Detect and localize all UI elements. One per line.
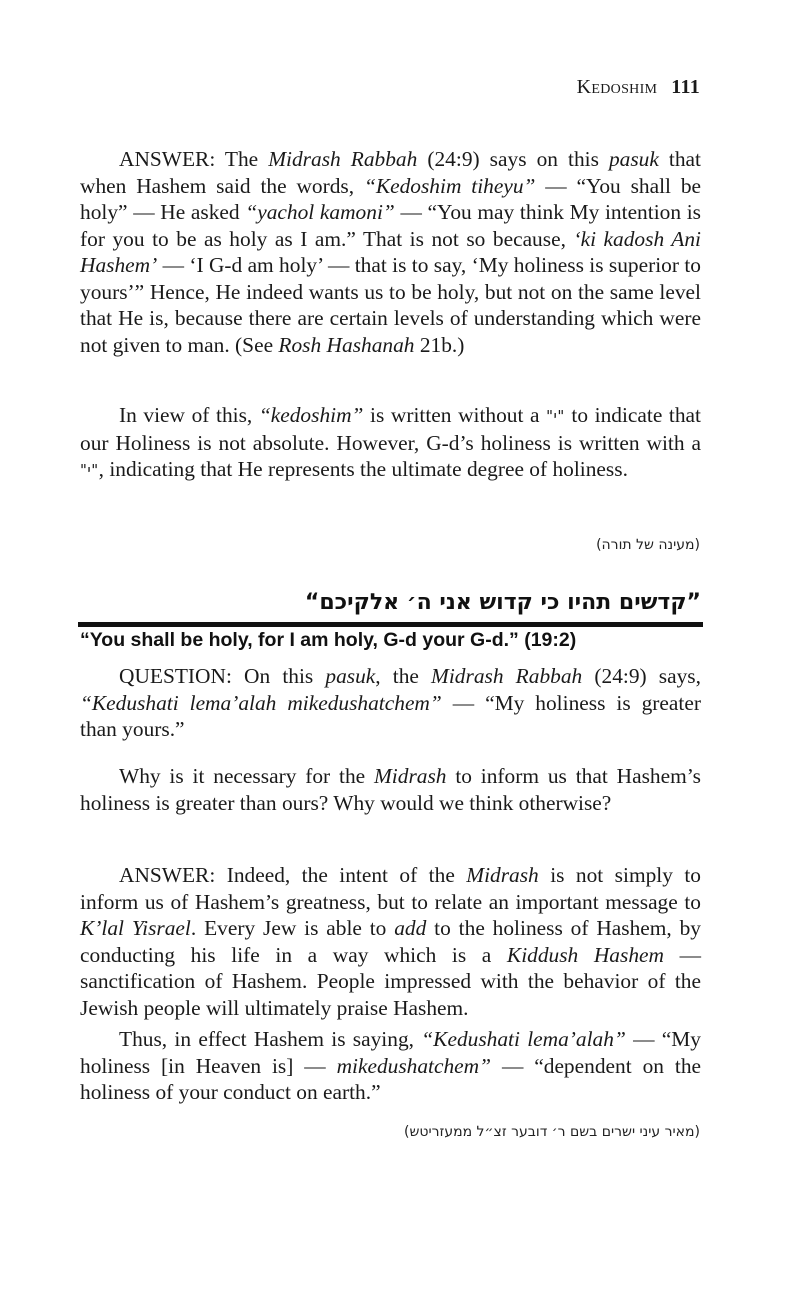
- italic-run: “Kedushati lema’alah mikedushatchem”: [80, 690, 442, 715]
- text-run: In view of this,: [119, 403, 259, 427]
- section2-body-2: [80, 763, 701, 816]
- text-run: . Every Jew is able to: [190, 916, 395, 940]
- source-citation-2: (מאיר עיני ישרים בשם ר׳ דובער זצ״ל ממעזריטש): [403, 1124, 700, 1140]
- question-paragraph: [80, 663, 701, 743]
- section2-body-1: [80, 663, 701, 743]
- text-run: ANSWER: Indeed, the intent of the: [119, 863, 467, 887]
- italic-run: K’lal Yisrael: [80, 916, 191, 940]
- italic-run: Midrash Rabbah: [431, 664, 583, 688]
- answer-paragraph-2: [80, 862, 701, 1021]
- text-run: — “My holiness [in Heaven is] —: [80, 1027, 701, 1078]
- text-run: to inform us that Hashem’s holiness is greater than ours? Why would we think otherwise?: [80, 764, 701, 815]
- hebrew-letter: "י": [80, 461, 99, 479]
- thus-paragraph: [80, 1026, 701, 1106]
- running-head: [577, 76, 700, 99]
- text-run: — “You may think My intention is for you to be as holy as I am.” That is not so because,: [80, 200, 701, 251]
- text-run: 21b.): [414, 332, 465, 357]
- text-run: Why is it necessary for the: [119, 764, 374, 788]
- text-run: Thus, in effect Hashem is saying,: [119, 1027, 422, 1051]
- hebrew-letter: "י": [546, 407, 565, 425]
- italic-run: mikedushatchem”: [336, 1053, 492, 1078]
- source-citation-1: (מעינה של תורה): [596, 537, 700, 553]
- heading-rule: [78, 622, 703, 627]
- section1-body-2: [80, 402, 701, 484]
- italic-run: Kiddush Hashem: [506, 942, 664, 967]
- text-run: — “You shall be holy” — He asked: [80, 173, 702, 224]
- italic-run: add: [394, 916, 427, 940]
- hebrew-verse-heading: ”קדשים תהיו כי קדוש אני ה׳ אלקיכם“: [304, 590, 701, 615]
- text-run: to indicate that our Holiness is not absolute. However, G-d’s holiness is written with a: [80, 403, 701, 455]
- italic-run: pasuk: [608, 147, 659, 171]
- italic-run: Rosh Hashanah: [278, 332, 415, 357]
- text-run: , the: [375, 664, 432, 688]
- text-run: that when Hashem said the words,: [80, 147, 701, 198]
- italic-run: Midrash Rabbah: [268, 147, 418, 171]
- italic-run: pasuk: [325, 664, 376, 688]
- running-title: Kedoshim: [576, 76, 658, 98]
- section1-body: [80, 146, 701, 358]
- page-number: 111: [671, 76, 700, 98]
- text-run: — “My holiness is greater than yours.”: [80, 690, 701, 741]
- italic-run: “yachol kamoni”: [245, 200, 395, 224]
- english-verse-heading: “You shall be holy, for I am holy, G-d your G-d.” (19:2): [80, 629, 577, 651]
- text-run: — ‘I G-d am holy’ — that is to say, ‘My holiness is superior to yours’” Hence, He indeed wants us to be holy, but not on the same level that He is, because there are certain levels of understanding which were not given to man. (See: [80, 253, 701, 357]
- italic-run: ‘ki kadosh Ani Hashem’: [80, 226, 701, 277]
- text-run: ANSWER: The: [119, 147, 269, 171]
- italic-run: Midrash: [373, 764, 447, 788]
- text-run: to the holiness of Hashem, by conducting his life in a way which is a: [80, 916, 702, 967]
- text-run: (24:9) says,: [582, 664, 701, 688]
- italic-run: “Kedoshim tiheyu”: [363, 173, 536, 198]
- section2-body-4: [80, 1026, 701, 1106]
- text-run: — sanctification of Hashem. People impressed with the behavior of the Jewish people will ultimately praise Hashem.: [80, 942, 701, 1020]
- text-run: is written without a: [363, 403, 547, 427]
- text-run: — “dependent on the holiness of your conduct on earth.”: [80, 1053, 702, 1104]
- answer-paragraph-1: [80, 146, 701, 358]
- italic-run: “kedoshim”: [258, 403, 364, 427]
- text-run: is not simply to inform us of Hashem’s greatness, but to relate an important message to: [80, 863, 701, 914]
- text-run: (24:9) says on this: [417, 147, 609, 171]
- view-paragraph: [80, 402, 701, 484]
- italic-run: Midrash: [466, 863, 539, 887]
- why-paragraph: [80, 763, 701, 816]
- section2-body-3: [80, 862, 701, 1021]
- text-run: , indicating that He represents the ultimate degree of holiness.: [98, 457, 628, 481]
- text-run: QUESTION: On this: [119, 664, 326, 688]
- italic-run: “Kedushati lema’alah”: [421, 1027, 626, 1051]
